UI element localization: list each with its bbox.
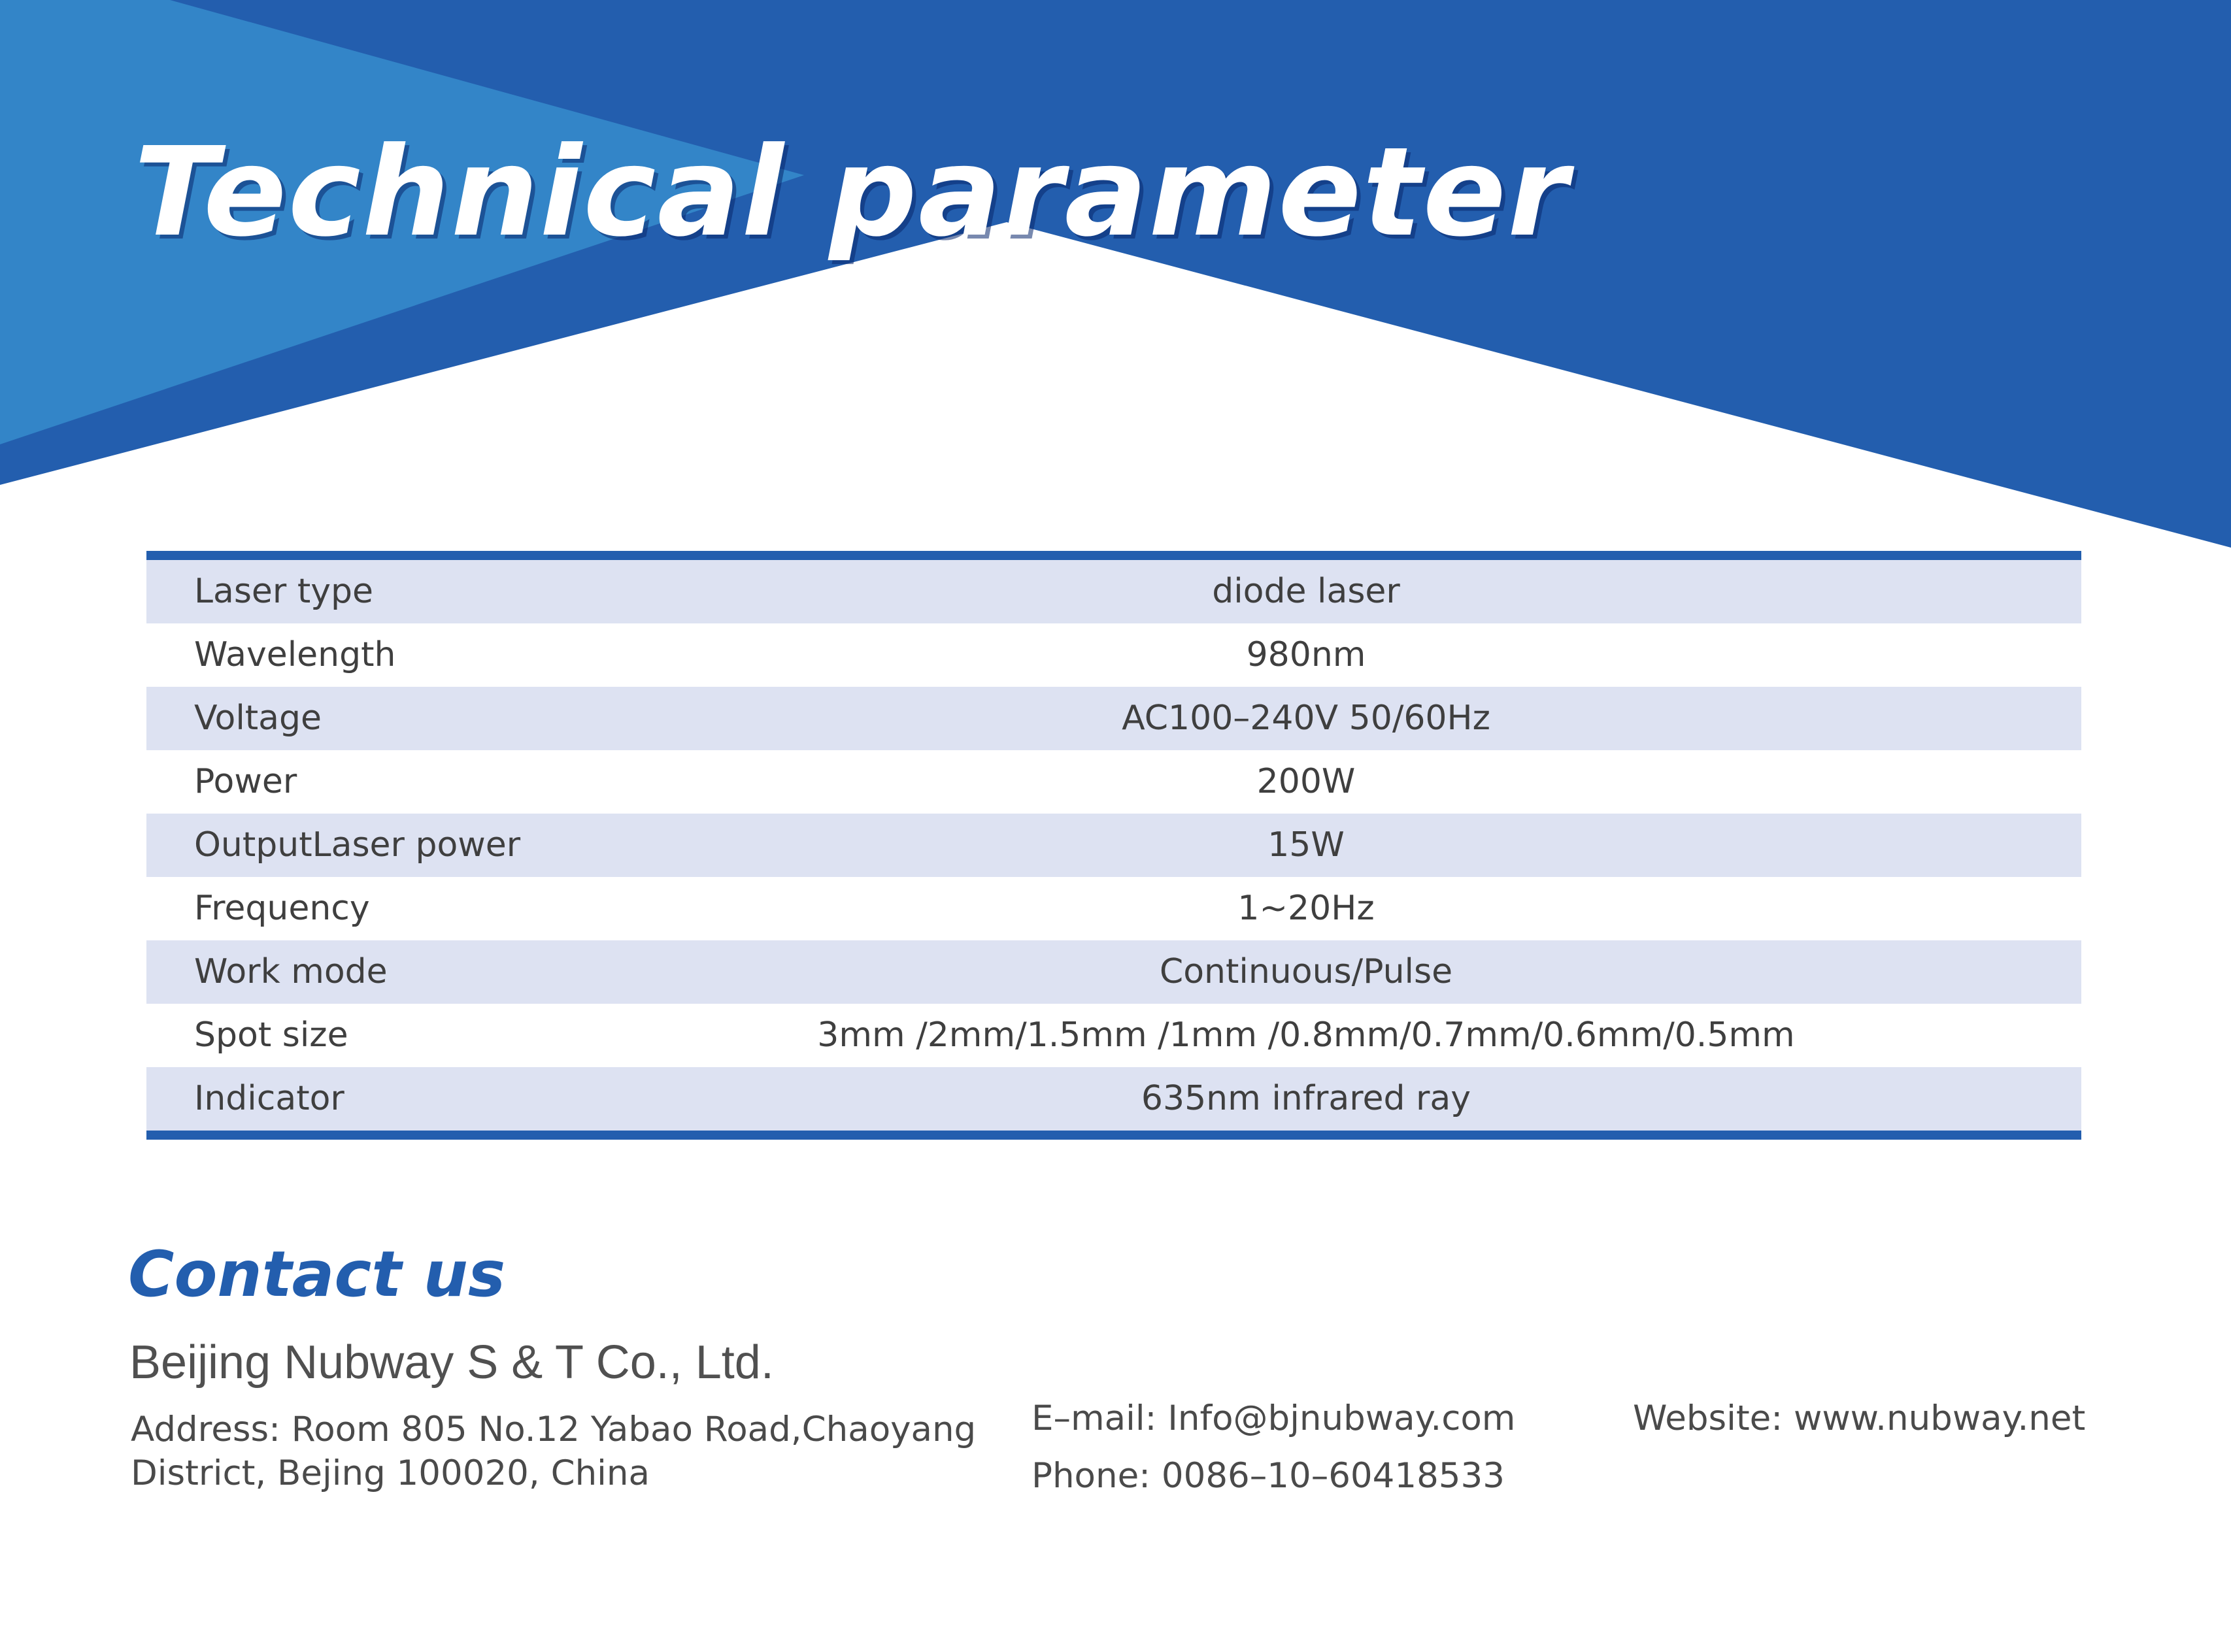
- parameter-value: 3mm /2mm/1.5mm /1mm /0.8mm/0.7mm/0.6mm/0.5mm: [817, 1016, 1795, 1055]
- page-title: Technical parameter: [134, 121, 1569, 264]
- parameter-value: 200W: [1256, 762, 1356, 801]
- table-row: [146, 560, 2081, 623]
- parameter-label: Laser type: [194, 572, 373, 611]
- parameter-value: diode laser: [1212, 572, 1400, 611]
- table-row: [146, 1004, 2081, 1067]
- table-row: [146, 623, 2081, 687]
- parameter-label: Spot size: [194, 1016, 348, 1055]
- table-row: [146, 687, 2081, 750]
- address-line-2: District, Bejing 100020, China: [131, 1453, 650, 1493]
- parameter-label: Voltage: [194, 699, 322, 738]
- parameter-value: 15W: [1267, 825, 1345, 865]
- table-row: [146, 1067, 2081, 1131]
- company-name: Beijing Nubway S & T Co., Ltd.: [129, 1336, 774, 1389]
- table-row: [146, 814, 2081, 877]
- table-row: [146, 877, 2081, 940]
- table-row: [146, 750, 2081, 814]
- parameter-label: Indicator: [194, 1079, 344, 1118]
- parameter-label: OutputLaser power: [194, 825, 521, 865]
- parameter-label: Frequency: [194, 889, 370, 928]
- parameter-value: Continuous/Pulse: [1159, 952, 1453, 991]
- parameter-value: 980nm: [1246, 635, 1366, 674]
- parameter-value: AC100–240V 50/60Hz: [1122, 699, 1490, 738]
- table-row: [146, 940, 2081, 1004]
- website-link[interactable]: Website: www.nubway.net: [1633, 1398, 2086, 1438]
- parameter-value: 635nm infrared ray: [1141, 1079, 1471, 1118]
- parameter-label: Work mode: [194, 952, 388, 991]
- address-line-1: Address: Room 805 No.12 Yabao Road,Chaoyang: [131, 1410, 977, 1449]
- phone-text[interactable]: Phone: 0086–10–60418533: [1032, 1456, 1505, 1496]
- parameter-table: [146, 551, 2081, 1140]
- parameter-value: 1~20Hz: [1237, 889, 1375, 928]
- parameter-label: Wavelength: [194, 635, 396, 674]
- email-text[interactable]: E–mail: Info@bjnubway.com: [1032, 1398, 1516, 1438]
- contact-heading: Contact us: [128, 1238, 506, 1311]
- parameter-label: Power: [194, 762, 297, 801]
